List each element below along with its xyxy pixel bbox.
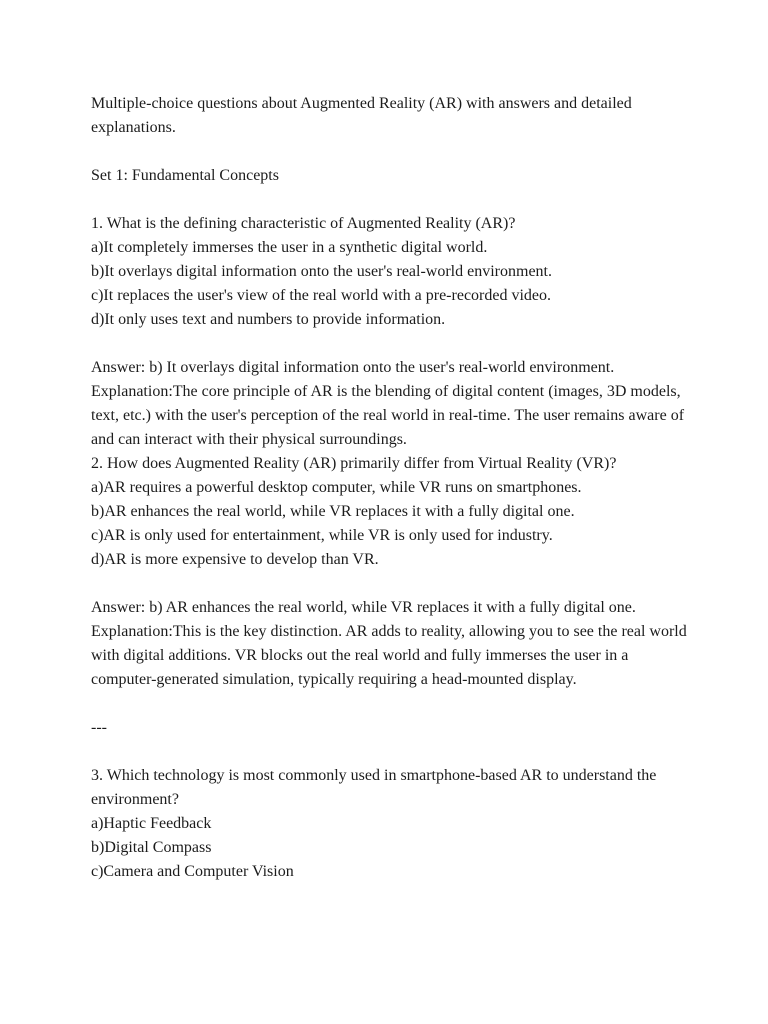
blank-line — [91, 188, 691, 212]
question-2-option-b: b)AR enhances the real world, while VR replaces it with a fully digital one. — [91, 503, 575, 520]
blank-line — [91, 140, 691, 164]
question-2-option-a: a)AR requires a powerful desktop computer, while VR runs on smartphones. — [91, 479, 582, 496]
question-3-option-b: b)Digital Compass — [91, 839, 212, 856]
question-2-explanation: Explanation:This is the key distinction. AR adds to reality, allowing you to see the real world with digital additions. VR blocks out the real world and fully immerses the user in a computer-generated simulation, typically requiring a head-mounted display. — [91, 623, 687, 688]
question-3-option-a: a)Haptic Feedback — [91, 815, 212, 832]
question-2: 2. How does Augmented Reality (AR) primarily differ from Virtual Reality (VR)? — [91, 455, 617, 472]
question-1-answer: Answer: b) It overlays digital information onto the user's real-world environment. — [91, 359, 615, 376]
question-3: 3. Which technology is most commonly used in smartphone-based AR to understand the environment? — [91, 767, 657, 808]
question-1-option-d: d)It only uses text and numbers to provide information. — [91, 311, 446, 328]
document-body — [91, 92, 691, 884]
question-1-option-b: b)It overlays digital information onto the user's real-world environment. — [91, 263, 552, 280]
question-1: 1. What is the defining characteristic of Augmented Reality (AR)? — [91, 215, 516, 232]
blank-line — [91, 740, 691, 764]
question-2-option-c: c)AR is only used for entertainment, while VR is only used for industry. — [91, 527, 553, 544]
blank-line — [91, 572, 691, 596]
question-2-option-d: d)AR is more expensive to develop than VR. — [91, 551, 379, 568]
question-3-option-c: c)Camera and Computer Vision — [91, 863, 294, 880]
question-1-option-c: c)It replaces the user's view of the real world with a pre-recorded video. — [91, 287, 552, 304]
blank-line — [91, 692, 691, 716]
set-title: Set 1: Fundamental Concepts — [91, 167, 279, 184]
question-2-answer: Answer: b) AR enhances the real world, while VR replaces it with a fully digital one. — [91, 599, 636, 616]
blank-line — [91, 332, 691, 356]
question-1-option-a: a)It completely immerses the user in a synthetic digital world. — [91, 239, 488, 256]
question-1-explanation: Explanation:The core principle of AR is the blending of digital content (images, 3D models, text, etc.) with the user's perception of the real world in real-time. The user remains aware of and can interact with their physical surroundings. — [91, 383, 685, 448]
intro-paragraph: Multiple-choice questions about Augmented Reality (AR) with answers and detailed explanations. — [91, 95, 632, 136]
section-separator: --- — [91, 719, 107, 736]
